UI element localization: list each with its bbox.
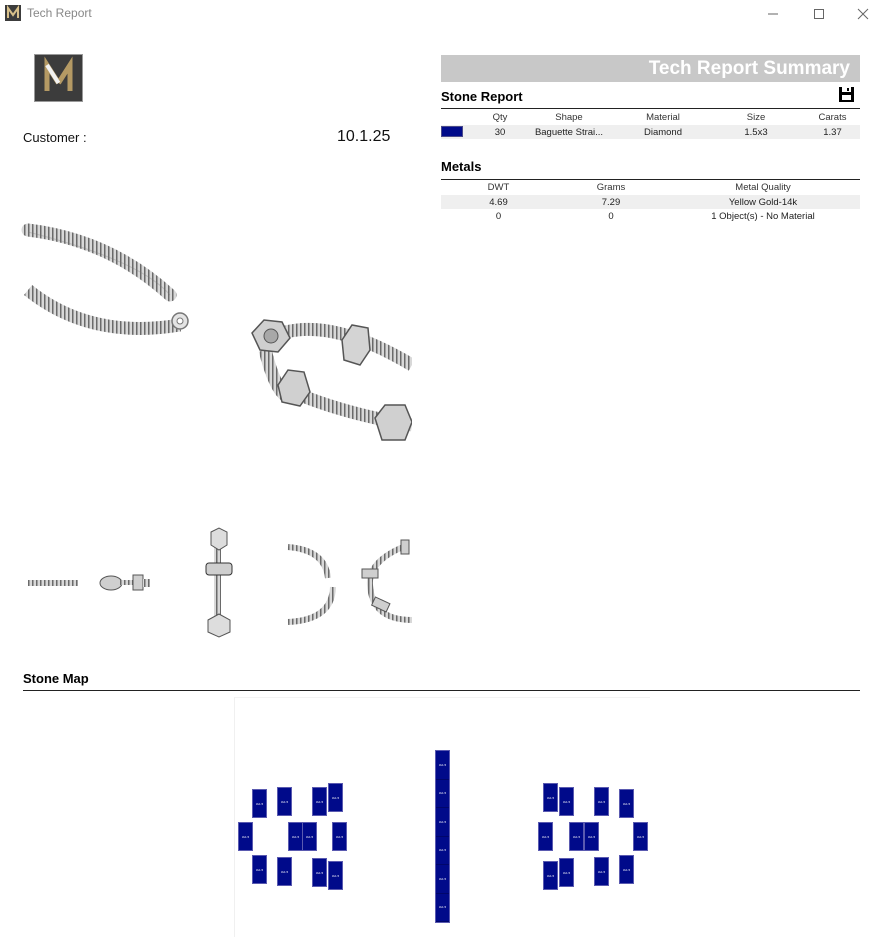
stone[interactable]: 3x1.5 xyxy=(332,822,347,851)
col-shape: Shape xyxy=(555,112,583,123)
report-date: 10.1.25 xyxy=(337,128,391,145)
stone[interactable]: 3x1.5 xyxy=(252,855,267,884)
stone-map-title: Stone Map xyxy=(23,671,89,686)
save-icon[interactable] xyxy=(838,86,855,103)
stone-color-swatch xyxy=(441,126,463,137)
stone[interactable]: 3x1.5 xyxy=(277,787,292,816)
stone[interactable]: 3x1.5 xyxy=(312,787,327,816)
summary-title: Tech Report Summary xyxy=(648,58,850,79)
stone[interactable]: 3x1.5 xyxy=(584,822,599,851)
stone[interactable]: 3x1.5 xyxy=(302,822,317,851)
maximize-icon xyxy=(813,8,825,20)
stone[interactable]: 3x1.5 xyxy=(594,857,609,886)
stone[interactable]: 3x1.5 xyxy=(633,822,648,851)
metal-dwt: 4.69 xyxy=(441,195,556,209)
stone-material: Diamond xyxy=(619,125,707,139)
stone[interactable]: 3x1.5 xyxy=(328,783,343,812)
col-metal-quality: Metal Quality xyxy=(735,182,791,193)
stone-report-title: Stone Report xyxy=(441,89,523,104)
stone[interactable]: 3x1.5 xyxy=(436,865,449,894)
stone[interactable]: 3x1.5 xyxy=(436,808,449,837)
stone-color-cell xyxy=(441,125,481,139)
metals-header-row xyxy=(441,180,860,195)
jewelry-views xyxy=(20,200,412,645)
minimize-icon xyxy=(767,8,779,20)
summary-header xyxy=(441,55,860,82)
stone[interactable]: 3x1.5 xyxy=(543,861,558,890)
metal-quality: 1 Object(s) - No Material xyxy=(711,210,815,222)
stone-report-table xyxy=(441,110,860,139)
col-qty: Qty xyxy=(492,112,508,123)
stone[interactable]: 3x1.5 xyxy=(569,822,584,851)
stone-carats: 1.37 xyxy=(805,125,860,139)
stone-column[interactable] xyxy=(435,750,450,923)
col-carats: Carats xyxy=(818,112,847,123)
col-size: Size xyxy=(746,112,766,123)
stone[interactable]: 3x1.5 xyxy=(559,787,574,816)
stone[interactable]: 3x1.5 xyxy=(238,822,253,851)
stone[interactable]: 3x1.5 xyxy=(288,822,303,851)
close-button[interactable] xyxy=(840,0,882,28)
metals-table xyxy=(441,180,860,223)
stone[interactable]: 3x1.5 xyxy=(619,789,634,818)
stone[interactable]: 3x1.5 xyxy=(594,787,609,816)
stone[interactable]: 3x1.5 xyxy=(436,751,449,780)
stone[interactable]: 3x1.5 xyxy=(436,894,449,923)
stone[interactable]: 3x1.5 xyxy=(559,858,574,887)
top-view xyxy=(206,528,232,637)
title-bar xyxy=(0,0,882,28)
stone[interactable]: 3x1.5 xyxy=(543,783,558,812)
stone-report-header-row xyxy=(441,110,860,125)
front-view xyxy=(28,580,78,586)
col-dwt: DWT xyxy=(487,182,510,193)
window-title: Tech Report xyxy=(27,6,92,20)
metals-title: Metals xyxy=(441,159,482,174)
col-material: Material xyxy=(646,112,680,123)
minimize-button[interactable] xyxy=(750,0,796,28)
col-grams: Grams xyxy=(596,182,626,193)
metal-row[interactable] xyxy=(441,209,860,223)
right-arc-view xyxy=(362,540,412,620)
stone[interactable]: 3x1.5 xyxy=(252,789,267,818)
stone-size: 1.5x3 xyxy=(707,125,805,139)
metal-grams: 0 xyxy=(608,210,614,222)
stone[interactable]: 3x1.5 xyxy=(328,861,343,890)
side-view xyxy=(100,575,150,590)
stone[interactable]: 3x1.5 xyxy=(538,822,553,851)
perspective-view-plain xyxy=(28,230,188,329)
company-logo xyxy=(34,54,83,102)
metal-grams: 7.29 xyxy=(556,195,666,209)
metal-row[interactable] xyxy=(441,195,860,209)
stone[interactable]: 3x1.5 xyxy=(436,837,449,866)
col-color xyxy=(441,110,481,125)
metal-quality: Yellow Gold-14k xyxy=(666,195,860,209)
maximize-button[interactable] xyxy=(796,0,842,28)
left-arc-view xyxy=(288,547,333,622)
stone[interactable]: 3x1.5 xyxy=(436,780,449,809)
close-icon xyxy=(857,8,869,20)
stone-qty: 30 xyxy=(481,125,519,139)
stone[interactable]: 3x1.5 xyxy=(312,858,327,887)
app-icon xyxy=(5,5,21,21)
stone-shape: Baguette Strai... xyxy=(519,125,619,139)
stone-map-canvas[interactable] xyxy=(234,697,650,937)
perspective-view-with-nuts xyxy=(252,320,412,440)
stone[interactable]: 3x1.5 xyxy=(277,857,292,886)
stone-report-divider xyxy=(441,108,860,109)
stone[interactable]: 3x1.5 xyxy=(619,855,634,884)
customer-label: Customer : xyxy=(23,130,87,145)
metal-dwt: 0 xyxy=(495,210,502,222)
stone-row[interactable] xyxy=(441,125,860,139)
stone-map-divider xyxy=(23,690,860,691)
